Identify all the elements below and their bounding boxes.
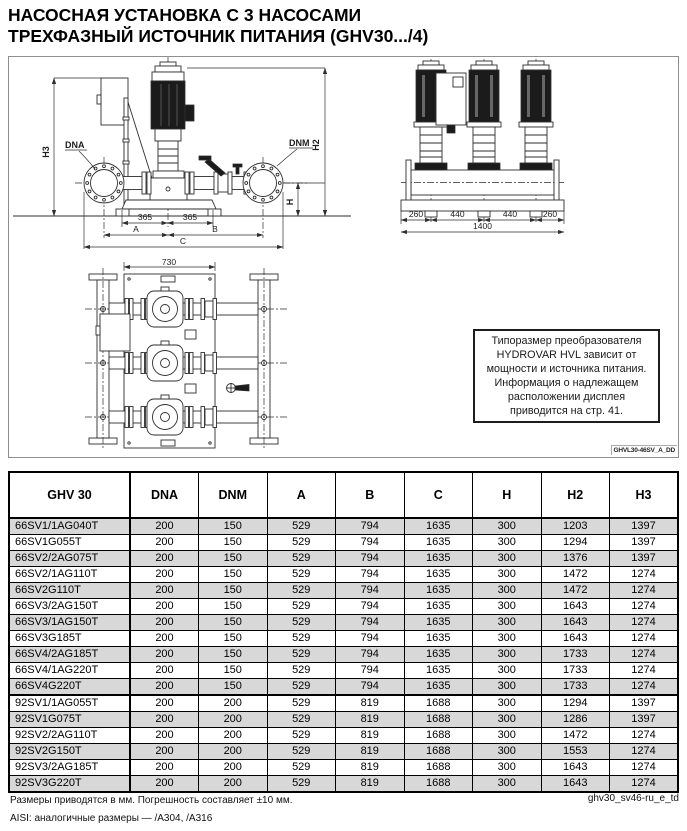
value-cell: 300 [473,744,542,760]
value-cell: 794 [336,518,405,535]
value-cell: 200 [130,599,199,615]
value-cell: 200 [130,760,199,776]
table-row [9,712,678,728]
value-cell: 200 [199,776,268,793]
value-cell: 819 [336,744,405,760]
value-cell: 300 [473,631,542,647]
dim-label-h: H [285,198,295,206]
value-cell: 529 [267,679,336,696]
dim-730 [124,257,215,271]
model-cell: 92SV3G220T [9,776,130,793]
footnote-aisi: AISI: аналогичные размеры — /А304, /А316 [10,813,213,824]
value-cell: 200 [199,695,268,712]
value-cell: 200 [130,712,199,728]
value-cell: 300 [473,695,542,712]
value-cell: 1635 [404,583,473,599]
pump-casing [150,178,187,200]
model-cell: 66SV3G185T [9,631,130,647]
hydrovar-cabinet-top [96,314,130,351]
value-cell: 300 [473,647,542,663]
value-cell: 1635 [404,647,473,663]
pumps-front [414,61,553,170]
value-cell: 1688 [404,760,473,776]
column-header: DNM [199,472,268,518]
value-cell: 300 [473,583,542,599]
value-cell: 150 [199,647,268,663]
table-row [9,776,678,793]
value-cell: 1553 [541,744,610,760]
value-cell: 794 [336,599,405,615]
model-cell: 66SV2/2AG075T [9,551,130,567]
table-header [9,472,678,518]
value-cell: 300 [473,728,542,744]
value-cell: 1635 [404,663,473,679]
value-cell: 1688 [404,728,473,744]
value-cell: 1397 [610,712,679,728]
value-cell: 1274 [610,776,679,793]
value-cell: 1635 [404,631,473,647]
value-cell: 1643 [541,631,610,647]
value-cell: 794 [336,567,405,583]
value-cell: 300 [473,712,542,728]
model-cell: 92SV1G075T [9,712,130,728]
model-cell: 92SV3/2AG185T [9,760,130,776]
value-cell: 300 [473,615,542,631]
pump-side [116,62,221,216]
hydrovar-note-text: Типоразмер преобразователя HYDROVAR HVL зависит от мощности и источника питания. Информация о надлежащем расположении дисплея приводится на стр. 41. [486,335,647,417]
value-cell: 300 [473,760,542,776]
value-cell: 529 [267,615,336,631]
value-cell: 1472 [541,567,610,583]
value-cell: 1203 [541,518,610,535]
value-cell: 300 [473,663,542,679]
dna-label: DNA [65,140,85,150]
value-cell: 1274 [610,679,679,696]
table-row [9,518,678,535]
value-cell: 794 [336,631,405,647]
value-cell: 529 [267,760,336,776]
value-cell: 1274 [610,728,679,744]
value-cell: 1688 [404,712,473,728]
value-cell: 1274 [610,663,679,679]
value-cell: 794 [336,647,405,663]
value-cell: 1733 [541,647,610,663]
front-view-drawing [396,57,581,242]
value-cell: 529 [267,744,336,760]
value-cell: 1643 [541,776,610,793]
value-cell: 1635 [404,518,473,535]
value-cell: 150 [199,535,268,551]
value-cell: 1397 [610,551,679,567]
table-body [9,518,678,792]
piping-side [119,156,263,194]
value-cell: 200 [130,535,199,551]
dnm-callout [277,138,313,166]
value-cell: 1274 [610,760,679,776]
dim-label-365-right: 365 [182,212,198,222]
table-row [9,583,678,599]
pump-front [519,61,553,170]
value-cell: 529 [267,631,336,647]
dim-label-440-left: 440 [450,209,465,219]
discharge-flange [243,163,283,203]
value-cell: 200 [199,744,268,760]
value-cell: 1294 [541,535,610,551]
suction-flange [84,163,124,203]
value-cell: 1733 [541,663,610,679]
value-cell: 300 [473,679,542,696]
drawing-code: GHVL30-46SV_A_DD [611,445,677,455]
motor-cap [160,62,176,66]
value-cell: 819 [336,695,405,712]
table-row [9,615,678,631]
column-header: GHV 30 [9,472,130,518]
dim-label-440-right: 440 [502,209,518,219]
value-cell: 794 [336,583,405,599]
model-cell: 66SV4/1AG220T [9,663,130,679]
hydrovar-cabinet-front [436,73,466,133]
value-cell: 1688 [404,776,473,793]
value-cell: 529 [267,728,336,744]
value-cell: 1733 [541,679,610,696]
terminal-box [185,105,194,121]
pressure-gauge [227,384,250,393]
value-cell: 1286 [541,712,610,728]
model-cell: 66SV2G110T [9,583,130,599]
dim-label-1400: 1400 [473,221,492,231]
value-cell: 529 [267,583,336,599]
value-cell: 200 [130,631,199,647]
value-cell: 1397 [610,518,679,535]
dim-label-c: C [179,236,187,246]
dim-label-b: B [212,224,218,234]
page-title-line1: НАСОСНАЯ УСТАНОВКА С 3 НАСОСАМИ [8,5,362,25]
value-cell: 1688 [404,744,473,760]
table-row [9,728,678,744]
value-cell: 150 [199,599,268,615]
table-row [9,567,678,583]
model-cell: 66SV1/1AG040T [9,518,130,535]
value-cell: 794 [336,679,405,696]
model-cell: 66SV3/2AG150T [9,599,130,615]
dnm-label: DNM [289,138,310,148]
value-cell: 1635 [404,679,473,696]
pump-front [467,61,501,170]
value-cell: 1643 [541,615,610,631]
dim-label-365-left: 365 [137,212,153,222]
table-row [9,679,678,696]
value-cell: 1294 [541,695,610,712]
value-cell: 150 [199,583,268,599]
value-cell: 300 [473,567,542,583]
table-row [9,599,678,615]
dim-label-a: A [133,224,139,234]
value-cell: 1274 [610,744,679,760]
value-cell: 1635 [404,535,473,551]
value-cell: 794 [336,615,405,631]
value-cell: 150 [199,551,268,567]
value-cell: 1376 [541,551,610,567]
value-cell: 794 [336,663,405,679]
column-header: C [404,472,473,518]
value-cell: 529 [267,535,336,551]
motor-body [151,81,185,129]
column-header: H [473,472,542,518]
value-cell: 529 [267,518,336,535]
value-cell: 150 [199,631,268,647]
value-cell: 200 [130,728,199,744]
dim-total-1400 [401,221,564,232]
value-cell: 300 [473,518,542,535]
base-frame-front [401,200,564,217]
value-cell: 200 [130,567,199,583]
dim-h [279,183,325,216]
value-cell: 819 [336,712,405,728]
value-cell: 1274 [610,599,679,615]
value-cell: 1643 [541,599,610,615]
dim-label-h2: H2 [311,139,321,151]
value-cell: 150 [199,567,268,583]
value-cell: 819 [336,760,405,776]
table-row [9,535,678,551]
value-cell: 200 [199,728,268,744]
value-cell: 529 [267,712,336,728]
bleed-valve [236,167,239,174]
value-cell: 529 [267,567,336,583]
column-header: B [336,472,405,518]
valve-body [218,174,228,192]
hydrovar-note-box [473,329,660,423]
model-cell: 66SV3/1AG150T [9,615,130,631]
value-cell: 1274 [610,615,679,631]
top-view-drawing [81,258,291,455]
value-cell: 529 [267,599,336,615]
pump-rows-top [85,287,287,435]
value-cell: 1274 [610,567,679,583]
table-row [9,760,678,776]
value-cell: 150 [199,518,268,535]
dim-label-260-left: 260 [408,209,424,219]
value-cell: 529 [267,663,336,679]
value-cell: 200 [130,518,199,535]
model-cell: 92SV2G150T [9,744,130,760]
dna-callout [65,140,95,169]
value-cell: 200 [130,551,199,567]
value-cell: 200 [199,760,268,776]
pump-base [122,200,216,209]
table-row [9,631,678,647]
value-cell: 1635 [404,615,473,631]
value-cell: 200 [130,615,199,631]
table-row [9,551,678,567]
value-cell: 200 [199,712,268,728]
value-cell: 300 [473,535,542,551]
value-cell: 794 [336,551,405,567]
value-cell: 150 [199,679,268,696]
value-cell: 794 [336,535,405,551]
value-cell: 819 [336,728,405,744]
model-cell: 66SV1G055T [9,535,130,551]
table-row [9,695,678,712]
page-title [8,5,428,47]
model-cell: 66SV2/1AG110T [9,567,130,583]
footnote-tolerance: Размеры приводятся в мм. Погрешность составляет ±10 мм. [10,795,293,806]
value-cell: 200 [130,695,199,712]
column-header: H2 [541,472,610,518]
value-cell: 819 [336,776,405,793]
value-cell: 1397 [610,535,679,551]
page-title-line2: ТРЕХФАЗНЫЙ ИСТОЧНИК ПИТАНИЯ (GHV30.../4) [8,26,429,46]
value-cell: 1274 [610,647,679,663]
value-cell: 300 [473,776,542,793]
side-view-drawing [9,57,359,277]
table-row [9,647,678,663]
value-cell: 200 [130,663,199,679]
table-row [9,744,678,760]
dim-label-260-right: 260 [542,209,558,219]
value-cell: 529 [267,551,336,567]
value-cell: 1635 [404,567,473,583]
value-cell: 1643 [541,760,610,776]
technical-drawing-frame [8,56,679,458]
value-cell: 1274 [610,583,679,599]
value-cell: 1688 [404,695,473,712]
table-row [9,663,678,679]
document-code: ghv30_sv46-ru_e_td [587,793,679,804]
value-cell: 1635 [404,599,473,615]
column-header: H3 [610,472,679,518]
dim-label-h3: H3 [41,146,51,158]
value-cell: 300 [473,599,542,615]
value-cell: 1635 [404,551,473,567]
dimension-table [8,471,679,793]
value-cell: 200 [130,776,199,793]
value-cell: 200 [130,679,199,696]
model-cell: 66SV4G220T [9,679,130,696]
value-cell: 200 [130,583,199,599]
value-cell: 1472 [541,728,610,744]
dim-a-b [104,224,263,235]
model-cell: 92SV2/2AG110T [9,728,130,744]
value-cell: 529 [267,695,336,712]
value-cell: 200 [130,744,199,760]
value-cell: 150 [199,663,268,679]
model-cell: 66SV4/2AG185T [9,647,130,663]
value-cell: 200 [130,647,199,663]
value-cell: 1472 [541,583,610,599]
value-cell: 529 [267,776,336,793]
header-row [9,472,678,518]
column-header: DNA [130,472,199,518]
value-cell: 300 [473,551,542,567]
value-cell: 1274 [610,631,679,647]
column-header: A [267,472,336,518]
dim-label-730: 730 [161,257,177,267]
model-cell: 92SV1/1AG055T [9,695,130,712]
value-cell: 529 [267,647,336,663]
value-cell: 150 [199,615,268,631]
value-cell: 1397 [610,695,679,712]
